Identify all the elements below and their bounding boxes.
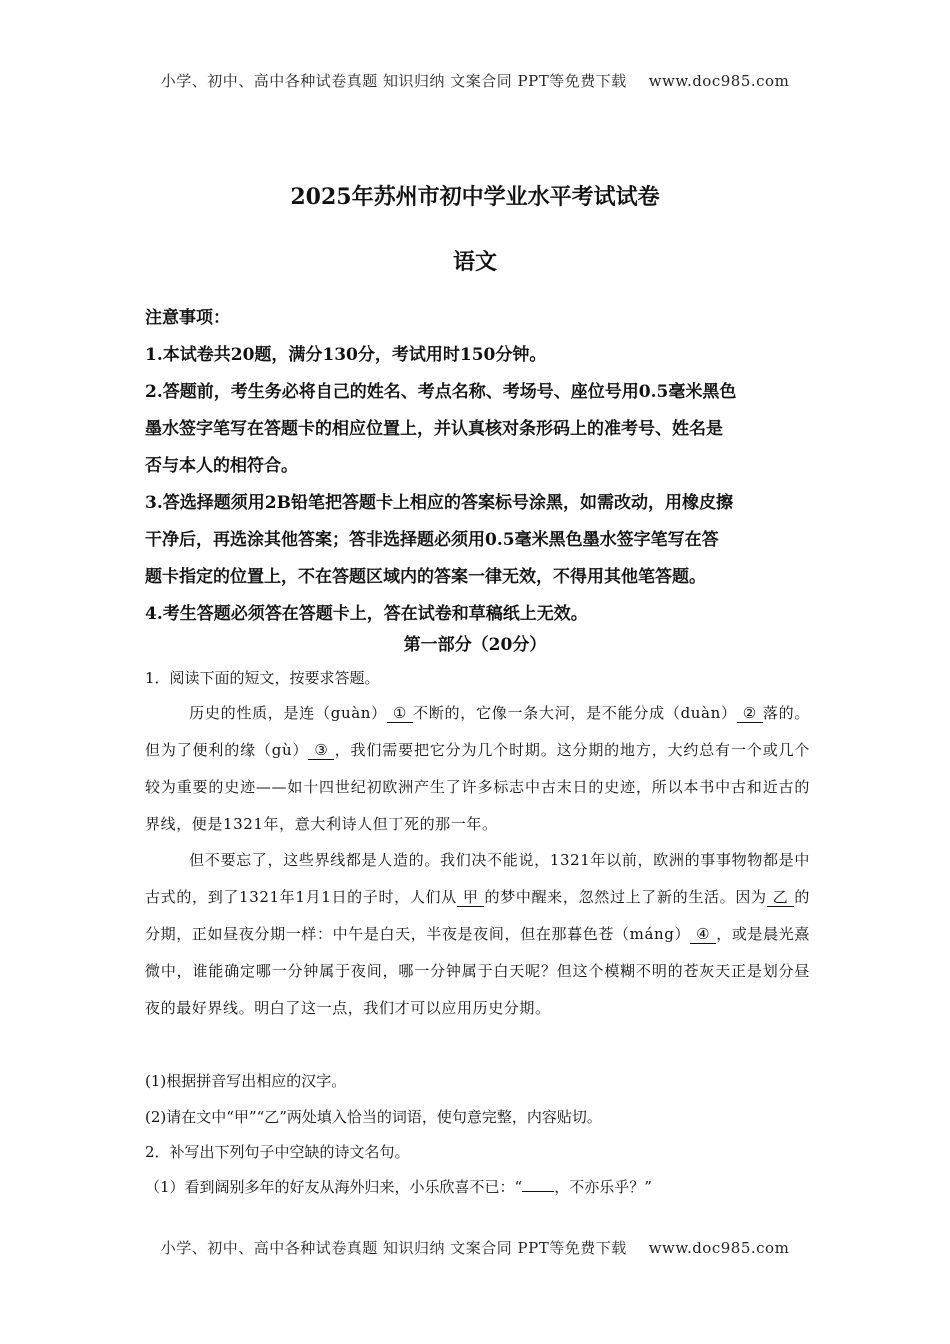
- q2-intro: 2．补写出下列句子中空缺的诗文名句。: [145, 1143, 410, 1161]
- notes-item-3-line-3: 题卡指定的位置上，不在答题区域内的答案一律无效，不得用其他笔答题。: [145, 567, 706, 587]
- page-footer: [0, 1237, 950, 1258]
- subject-title: 语文: [452, 249, 497, 275]
- passage-paragraph-1: [145, 695, 810, 843]
- notes-item-3-line-2: 干净后，再选涂其他答案；答非选择题必须用0.5毫米黑色墨水签字笔写在答: [145, 530, 719, 550]
- p1-text-b: 不断的，它像一条大河，是不能分成（duàn）: [412, 704, 737, 722]
- blank-1: ①: [387, 704, 413, 723]
- p1-text-c: 落的。但为了便利的缘（gù）: [145, 704, 810, 759]
- p2-text-d: ，或是晨光熹微中，谁能确定哪一分钟属于夜间，哪一分钟属于白天呢？但这个模糊不明的苍灰天正是划分昼夜的最好界线。明白了这一点，我们才可以应用历史分期。: [145, 925, 810, 1017]
- notes-item-3-line-1: 3.答选择题须用2B铅笔把答题卡上相应的答案标号涂黑，如需改动，用橡皮擦: [145, 493, 733, 513]
- notes-item-4: 4.考生答题必须答在答题卡上，答在试卷和草稿纸上无效。: [145, 604, 588, 624]
- notes-item-2-line-3: 否与本人的相符合。: [145, 456, 298, 476]
- page-header: [0, 70, 950, 91]
- blank-jia: 甲: [457, 888, 485, 907]
- blank-4: ④: [690, 925, 716, 944]
- blank-2: ②: [737, 704, 763, 723]
- q1-intro: 1．阅读下面的短文，按要求答题。: [145, 669, 380, 687]
- answer-blank: [522, 1177, 554, 1192]
- footer-url[interactable]: www.doc985.com: [648, 1239, 790, 1257]
- p2-text-c: 的分期，正如昼夜分期一样：中午是白天，半夜是夜间，但在那暮色苍（máng）: [145, 888, 810, 943]
- notes-item-2-line-1: 2.答题前，考生务必将自己的姓名、考点名称、考场号、座位号用0.5毫米黑色: [145, 382, 737, 402]
- notes-item-1: 1.本试卷共20题，满分130分，考试用时150分钟。: [145, 345, 547, 365]
- q1-subquestion-1: (1)根据拼音写出相应的汉字。: [145, 1072, 347, 1090]
- header-url[interactable]: www.doc985.com: [648, 72, 790, 90]
- q1-subquestion-2: (2)请在文中“甲”“乙”两处填入恰当的词语，使句意完整，内容贴切。: [145, 1108, 602, 1126]
- p2-text-b: 的梦中醒来，忽然过上了新的生活。因为: [484, 888, 767, 906]
- notes-heading: 注意事项：: [145, 308, 230, 328]
- blank-3: ③: [308, 741, 334, 760]
- blank-yi: 乙: [767, 888, 795, 907]
- q2-item-1-text-a: （1）看到阔别多年的好友从海外归来，小乐欣喜不已：“: [145, 1178, 523, 1196]
- footer-text: 小学、初中、高中各种试卷真题 知识归纳 文案合同 PPT等免费下载: [160, 1239, 627, 1257]
- passage-paragraph-2: [145, 842, 810, 1027]
- notes-item-2-line-2: 墨水签字笔写在答题卡的相应位置上，并认真核对条形码上的准考号、姓名是: [145, 419, 723, 439]
- p1-text-a: 历史的性质，是连（guàn）: [189, 704, 387, 722]
- q2-item-1: [145, 1176, 810, 1197]
- notes-section: [145, 300, 810, 633]
- header-text: 小学、初中、高中各种试卷真题 知识归纳 文案合同 PPT等免费下载: [160, 72, 627, 90]
- exam-title: 2025年苏州市初中学业水平考试试卷: [290, 184, 660, 210]
- p1-text-d: ，我们需要把它分为几个时期。这分期的地方，大约总有一个或几个较为重要的史迹——如十四世纪初欧洲产生了许多标志中古末日的史迹，所以本书中古和近古的界线，便是1321年，意大利诗人但丁死的那一年。: [145, 741, 810, 833]
- p2-text-a: 但不要忘了，这些界线都是人造的。我们决不能说，1321年以前，欧洲的事事物物都是中古式的，到了1321年1月1日的子时，人们从: [145, 851, 810, 906]
- part-one-heading: 第一部分（20分）: [403, 635, 547, 655]
- q2-item-1-text-b: ，不亦乐乎？”: [554, 1178, 652, 1196]
